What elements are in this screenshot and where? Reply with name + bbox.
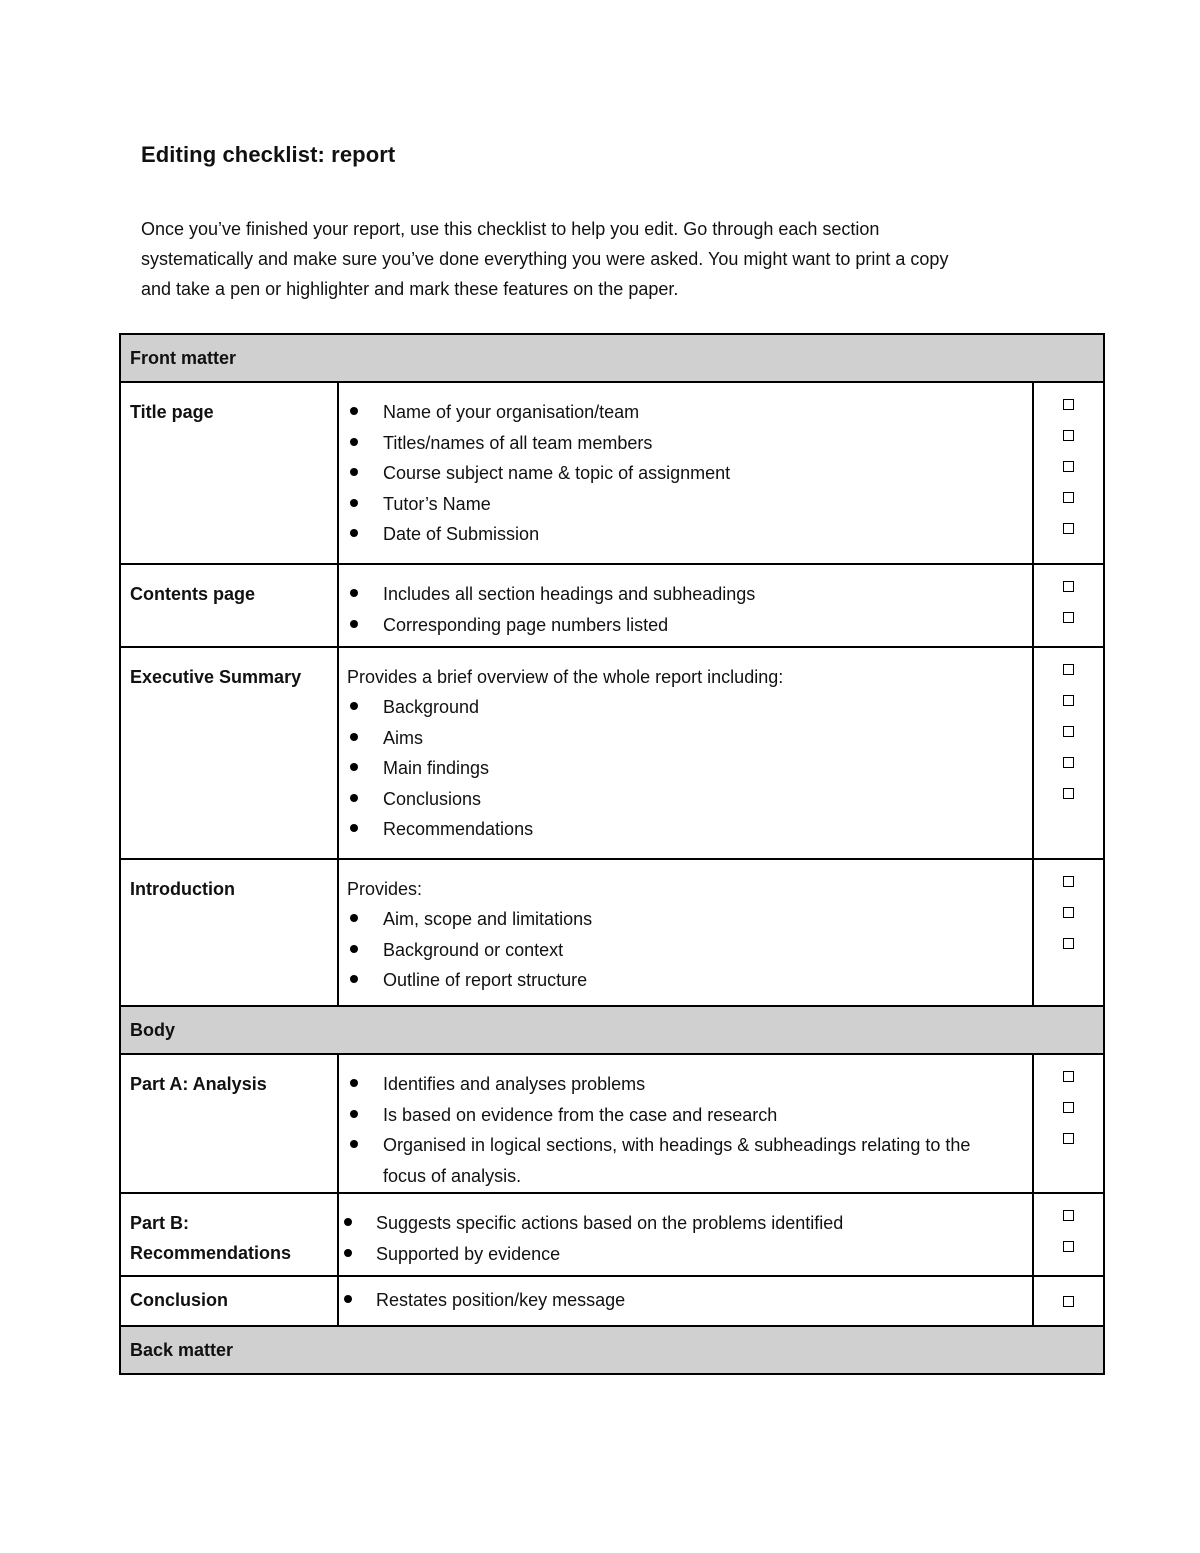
checkbox[interactable]: [1063, 1210, 1074, 1221]
checklist-row-title-page: [120, 382, 1104, 564]
checkbox-column: [1033, 382, 1104, 564]
checkbox[interactable]: [1063, 399, 1074, 410]
list-item: Conclusions: [347, 784, 1032, 815]
bullet-list: [347, 1069, 1032, 1191]
row-items: [338, 1193, 1033, 1276]
page-title: Editing checklist: report: [141, 142, 396, 167]
row-items: [338, 1054, 1033, 1193]
list-item: Aim, scope and limitations: [347, 904, 1032, 935]
bullet-list: [347, 579, 1032, 640]
list-item: Course subject name & topic of assignment: [347, 458, 1032, 489]
checkbox[interactable]: [1063, 788, 1074, 799]
section-heading: Body: [120, 1006, 1104, 1054]
section-row-front-matter: [120, 334, 1104, 382]
list-item: Organised in logical sections, with headings & subheadings relating to the focus of analysis.: [347, 1130, 1032, 1191]
checkbox[interactable]: [1063, 523, 1074, 534]
checkbox[interactable]: [1063, 1071, 1074, 1082]
bullet-list: [347, 904, 1032, 996]
checkbox[interactable]: [1063, 581, 1074, 592]
row-lead-text: Provides:: [347, 879, 423, 899]
row-label: Conclusion: [120, 1276, 338, 1326]
checkbox[interactable]: [1063, 726, 1074, 737]
list-item: Outline of report structure: [347, 965, 1032, 996]
checkbox[interactable]: [1063, 430, 1074, 441]
row-items: [338, 382, 1033, 564]
list-item: Recommendations: [347, 814, 1032, 845]
list-item: Titles/names of all team members: [347, 428, 1032, 459]
list-item: Supported by evidence: [347, 1239, 1032, 1270]
checkbox[interactable]: [1063, 1296, 1074, 1307]
checkbox[interactable]: [1063, 1133, 1074, 1144]
list-item: Corresponding page numbers listed: [347, 610, 1032, 641]
checkbox[interactable]: [1063, 907, 1074, 918]
list-item: Name of your organisation/team: [347, 397, 1032, 428]
bullet-list: [347, 692, 1032, 845]
checkbox[interactable]: [1063, 612, 1074, 623]
list-item: Background or context: [347, 935, 1032, 966]
list-item: Restates position/key message: [347, 1285, 1032, 1316]
section-row-body: [120, 1006, 1104, 1054]
list-item: Includes all section headings and subheadings: [347, 579, 1032, 610]
checklist-row-part-b: [120, 1193, 1104, 1276]
checkbox[interactable]: [1063, 1241, 1074, 1252]
checklist-row-contents-page: [120, 564, 1104, 647]
bullet-list: [347, 1208, 1032, 1269]
row-items: [338, 1276, 1033, 1326]
checkbox-column: [1033, 647, 1104, 859]
row-items: [338, 859, 1033, 1006]
list-item: Main findings: [347, 753, 1032, 784]
section-heading: Front matter: [120, 334, 1104, 382]
list-item: Aims: [347, 723, 1032, 754]
intro-line: Once you’ve finished your report, use this checklist to help you edit. Go through each section: [141, 219, 880, 239]
checklist-row-conclusion: [120, 1276, 1104, 1326]
row-label-line: Recommendations: [130, 1243, 292, 1263]
list-item: Suggests specific actions based on the problems identified: [347, 1208, 1032, 1239]
checklist-table: [119, 333, 1105, 1375]
list-item: Identifies and analyses problems: [347, 1069, 1032, 1100]
checkbox-column: [1033, 1054, 1104, 1193]
list-item: Background: [347, 692, 1032, 723]
checkbox[interactable]: [1063, 876, 1074, 887]
list-item: Tutor’s Name: [347, 489, 1032, 520]
bullet-list: [347, 1285, 1032, 1316]
intro-paragraph: [141, 214, 1041, 304]
checkbox-column: [1033, 564, 1104, 647]
checkbox[interactable]: [1063, 461, 1074, 472]
row-label: Executive Summary: [120, 647, 338, 859]
intro-line: systematically and make sure you’ve done everything you were asked. You might want to print a copy: [141, 249, 949, 269]
checkbox[interactable]: [1063, 757, 1074, 768]
row-label: Introduction: [120, 859, 338, 1006]
checkbox[interactable]: [1063, 695, 1074, 706]
list-item: Date of Submission: [347, 519, 1032, 550]
row-label: Contents page: [120, 564, 338, 647]
list-item: Is based on evidence from the case and research: [347, 1100, 1032, 1131]
checkbox[interactable]: [1063, 664, 1074, 675]
checkbox[interactable]: [1063, 938, 1074, 949]
row-items: [338, 647, 1033, 859]
checkbox[interactable]: [1063, 1102, 1074, 1113]
checkbox-column: [1033, 1276, 1104, 1326]
row-label-line: Part B:: [130, 1213, 190, 1233]
bullet-list: [347, 397, 1032, 550]
row-lead-text: Provides a brief overview of the whole report including:: [347, 667, 784, 687]
checkbox-column: [1033, 859, 1104, 1006]
checklist-row-part-a: [120, 1054, 1104, 1193]
intro-line: and take a pen or highlighter and mark these features on the paper.: [141, 279, 679, 299]
row-label: Title page: [120, 382, 338, 564]
section-heading: Back matter: [120, 1326, 1104, 1374]
row-label: [120, 1193, 338, 1276]
checklist-row-executive-summary: [120, 647, 1104, 859]
section-row-back-matter: [120, 1326, 1104, 1374]
row-label: Part A: Analysis: [120, 1054, 338, 1193]
checklist-row-introduction: [120, 859, 1104, 1006]
row-items: [338, 564, 1033, 647]
checkbox-column: [1033, 1193, 1104, 1276]
checkbox[interactable]: [1063, 492, 1074, 503]
